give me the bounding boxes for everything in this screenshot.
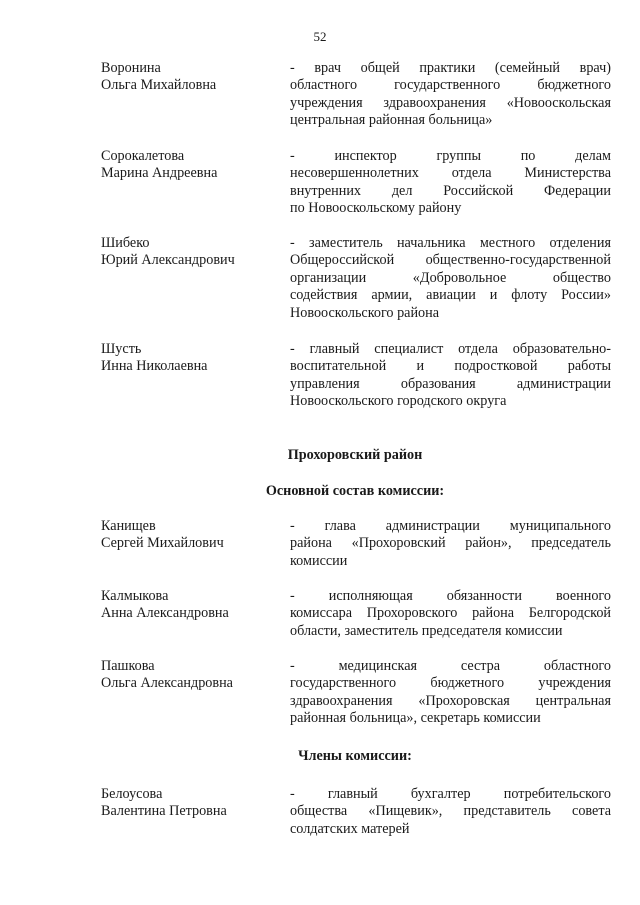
person-name [101, 148, 281, 183]
role-line: комиссии [290, 552, 348, 569]
district-heading: Прохоровский район [287, 447, 423, 463]
role-line: - заместитель начальника местного отделения [290, 235, 611, 251]
role-line: комиссара Прохоровского района Белгородской [290, 605, 611, 622]
person-role [290, 518, 611, 570]
role-line: области, заместитель председателя комиссии [290, 622, 563, 639]
person-role [290, 341, 611, 411]
person-name [101, 518, 281, 553]
role-line: - исполняющая обязанности военного [290, 588, 611, 604]
surname: Воронина [101, 60, 161, 76]
person-name [101, 588, 281, 623]
role-line: общества «Пищевик», представитель совета [290, 803, 611, 820]
role-line: здравоохранения «Прохоровская центральная [290, 692, 611, 709]
given-names: Юрий Александрович [101, 252, 235, 269]
role-line: - медицинская сестра областного [290, 658, 611, 674]
role-line: несовершеннолетних отдела Министерства [290, 165, 611, 182]
role-line: района «Прохоровский район», председатель [290, 535, 611, 552]
given-names: Марина Андреевна [101, 165, 218, 182]
role-line: внутренних дел Российской Федерации [290, 182, 611, 199]
given-names: Валентина Петровна [101, 803, 227, 820]
page-number: 52 [313, 29, 327, 44]
given-names: Инна Николаевна [101, 358, 208, 375]
role-line: Новооскольского городского округа [290, 393, 507, 410]
surname: Калмыкова [101, 588, 169, 604]
role-line: - главный бухгалтер потребительского [290, 786, 611, 802]
given-names: Анна Александровна [101, 605, 229, 622]
person-name [101, 658, 281, 693]
role-line: - главный специалист отдела образовательно- [290, 341, 611, 357]
role-line: учреждения здравоохранения «Новооскольская [290, 94, 611, 111]
role-line: воспитательной и подростковой работы [290, 358, 611, 375]
given-names: Ольга Александровна [101, 675, 233, 692]
person-name [101, 786, 281, 821]
person-role [290, 786, 611, 838]
role-line: по Новооскольскому району [290, 200, 462, 217]
person-role [290, 60, 611, 130]
given-names: Сергей Михайлович [101, 535, 224, 552]
role-line: управления образования администрации [290, 375, 611, 392]
role-line: Общероссийской общественно-государственной [290, 252, 611, 269]
surname: Белоусова [101, 786, 163, 802]
surname: Шибеко [101, 235, 150, 251]
role-line: Новооскольского района [290, 304, 440, 321]
role-line: районная больница», секретарь комиссии [290, 710, 541, 727]
surname: Сорокалетова [101, 148, 185, 164]
given-names: Ольга Михайловна [101, 77, 217, 94]
role-line: организации «Добровольное общество [290, 269, 611, 286]
person-role [290, 658, 611, 728]
role-line: - глава администрации муниципального [290, 518, 611, 534]
person-role [290, 235, 611, 322]
person-name [101, 235, 281, 270]
main-composition-heading: Основной состав комиссии: [265, 483, 445, 499]
surname: Канищев [101, 518, 156, 534]
role-line: - врач общей практики (семейный врач) [290, 60, 611, 76]
role-line: государственного бюджетного учреждения [290, 675, 611, 692]
role-line: содействия армии, авиации и флоту России» [290, 287, 611, 304]
person-name [101, 341, 281, 376]
role-line: областного государственного бюджетного [290, 77, 611, 94]
person-role [290, 148, 611, 218]
person-role [290, 588, 611, 640]
surname: Шусть [101, 341, 142, 357]
role-line: - инспектор группы по делам [290, 148, 611, 164]
role-line: центральная районная больница» [290, 112, 493, 129]
surname: Пашкова [101, 658, 155, 674]
person-name [101, 60, 281, 95]
role-line: солдатских матерей [290, 820, 410, 837]
members-heading: Члены комиссии: [298, 748, 412, 764]
